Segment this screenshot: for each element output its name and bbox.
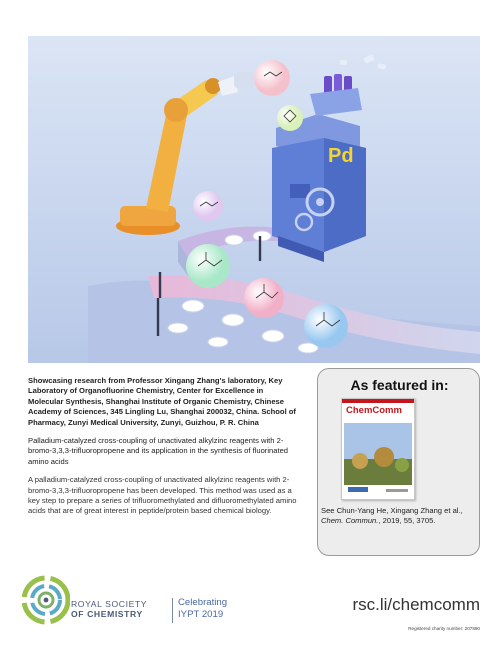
rsc-wordmark bbox=[71, 599, 147, 619]
iypt-celebrating bbox=[178, 597, 227, 621]
celebrating-line-2: IYPT 2019 bbox=[178, 609, 224, 620]
citation-details: , 2019, 55, 3705. bbox=[378, 515, 436, 525]
journal-url-link[interactable]: rsc.li/chemcomm bbox=[352, 595, 480, 614]
citation-journal: Chem. Commun. bbox=[321, 515, 379, 525]
article-abstract: A palladium-catalyzed cross-coupling of unactivated alkylzinc reagents with 2-bromo-3,3,3-trifluoropropene has been developed. This method was used as a key step to prepare a series of trifluoromethylated and difluoromethylated amino acids that are of great interest in peptide/protein based chemical biology. bbox=[28, 475, 297, 516]
rsc-logo-icon bbox=[22, 568, 70, 628]
celebrating-line-1: Celebrating bbox=[178, 597, 228, 608]
rsc-line-1: ROYAL SOCIETY bbox=[71, 599, 148, 609]
showcase-text: Showcasing research from Professor Xingang Zhang's laboratory, Key Laboratory of Organofluorine Chemistry, Center for Excellence in Molecular Synthesis, Shanghai Institute of Organic Chemistry, Chinese Academy of Sciences, 345 Lingling Lu, Shanghai 200032, China. School of Pharmacy, Zunyi Medical University, Zunyi, Guizhou, P. R. China bbox=[28, 376, 296, 427]
pd-label: Pd bbox=[328, 145, 354, 167]
footer-divider bbox=[172, 598, 173, 623]
journal-cover-thumbnail[interactable] bbox=[341, 398, 415, 500]
cover-illustration bbox=[28, 36, 480, 363]
rsc-line-2: OF CHEMISTRY bbox=[71, 609, 143, 620]
citation bbox=[321, 506, 471, 526]
charity-number: Registered charity number: 207890 bbox=[408, 626, 480, 631]
article-title: Palladium-catalyzed cross-coupling of unactivated alkylzinc reagents with 2-bromo-3,3,3-trifluoropropene and its application in the synthesis of fluorinated amino acids bbox=[28, 436, 289, 466]
journal-name: ChemComm bbox=[346, 405, 402, 416]
article-description bbox=[28, 376, 298, 517]
see-authors: See Chun-Yang He, Xingang Zhang et al., bbox=[321, 506, 463, 515]
featured-heading: As featured in: bbox=[350, 377, 449, 393]
